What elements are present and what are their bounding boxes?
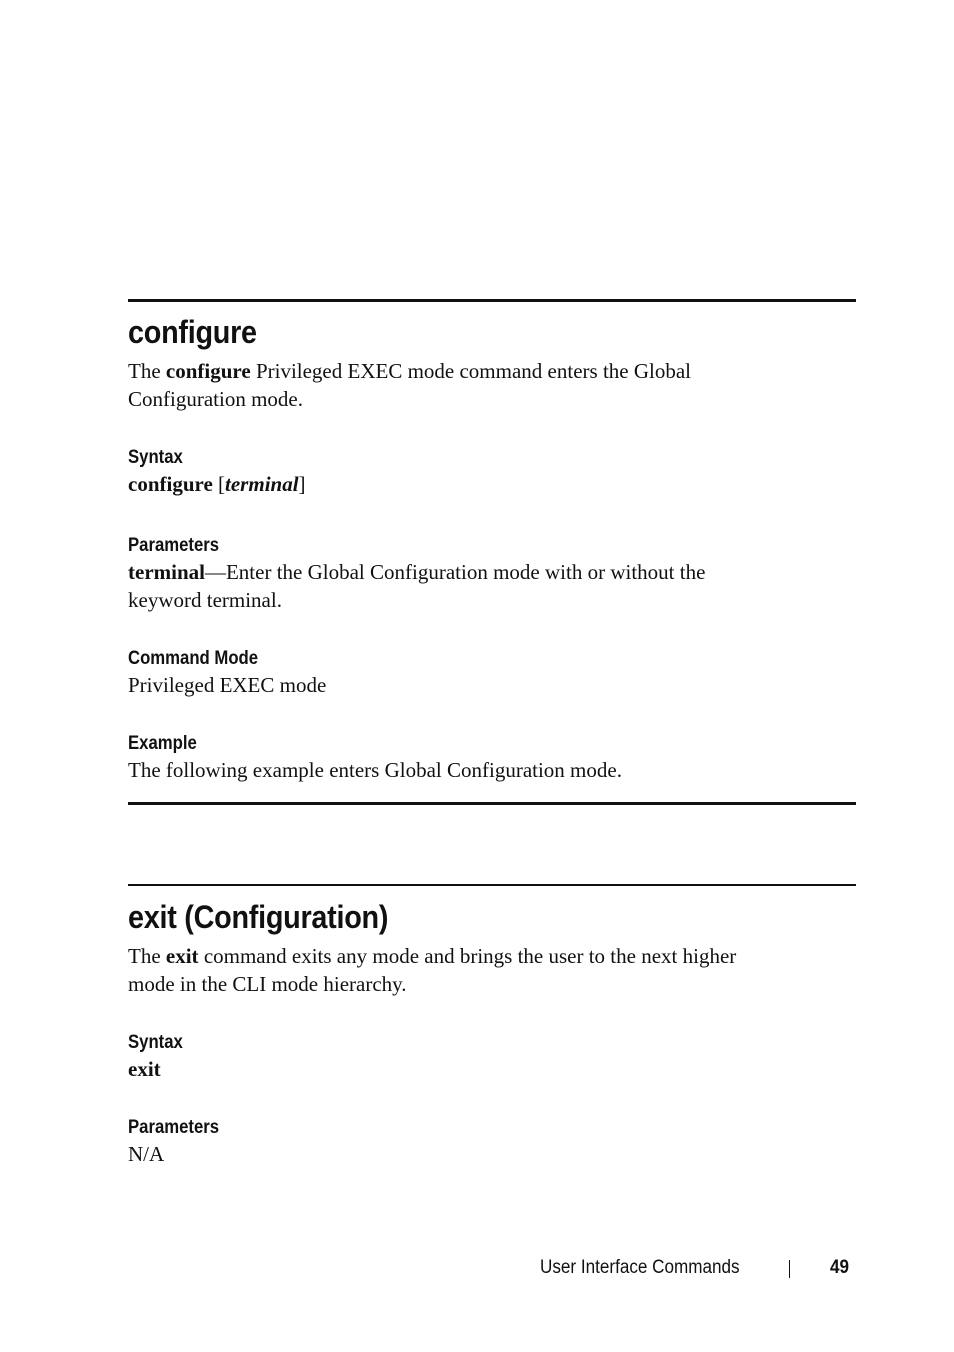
syntax-bracket: [: [212, 472, 226, 496]
command-mode-text: Privileged EXEC mode: [128, 673, 327, 697]
syntax-bracket: ]: [298, 472, 306, 496]
desc-text: The: [128, 944, 166, 968]
footer-separator: [789, 1260, 790, 1278]
section-bottom-rule: [128, 802, 856, 805]
section-top-rule: [128, 884, 856, 886]
desc-text: Configuration mode.: [128, 387, 303, 411]
parameters-heading: Parameters: [128, 535, 220, 556]
desc-text: The: [128, 359, 166, 383]
footer-section-name: User Interface Commands: [540, 1257, 740, 1278]
syntax-heading: Syntax: [128, 447, 183, 468]
syntax-line: [128, 470, 856, 498]
parameter-desc: keyword terminal.: [128, 588, 282, 612]
parameters-text: [128, 558, 856, 614]
parameters-heading: Parameters: [128, 1117, 220, 1138]
section-title-configure: configure: [128, 314, 257, 350]
command-name: exit: [165, 944, 199, 968]
description-configure: [128, 357, 856, 413]
page-number: 49: [830, 1257, 850, 1278]
example-text: The following example enters Global Configuration mode.: [128, 758, 622, 782]
syntax-parameter: terminal: [225, 472, 299, 496]
syntax-command: exit: [128, 1057, 161, 1081]
syntax-command: configure: [128, 472, 213, 496]
example-heading: Example: [128, 733, 197, 754]
section-title-exit: exit (Configuration): [128, 899, 389, 935]
parameter-desc: —Enter the Global Configuration mode with or without the: [204, 560, 706, 584]
syntax-line: [128, 1055, 856, 1083]
section-top-rule: [128, 299, 856, 302]
parameter-name: terminal: [128, 560, 205, 584]
syntax-heading: Syntax: [128, 1032, 183, 1053]
desc-text: command exits any mode and brings the user to the next higher: [198, 944, 737, 968]
description-exit: [128, 942, 856, 998]
command-mode-heading: Command Mode: [128, 648, 259, 669]
parameters-text: N/A: [128, 1142, 165, 1166]
desc-text: mode in the CLI mode hierarchy.: [128, 972, 407, 996]
desc-text: Privileged EXEC mode command enters the Global: [250, 359, 692, 383]
command-name: configure: [165, 359, 251, 383]
